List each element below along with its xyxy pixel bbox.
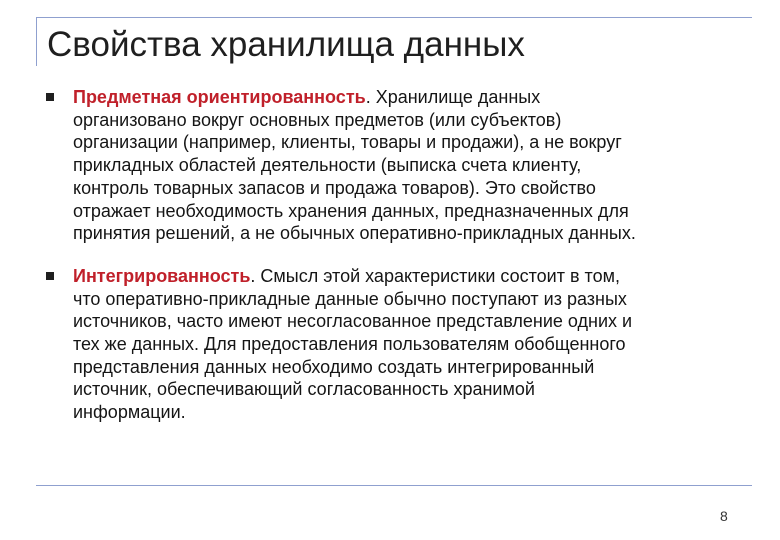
bullet-text: принятия решений, а не обычных оперативно-прикладных данных. — [73, 223, 636, 244]
term-label: Интегрированность — [73, 265, 251, 286]
bullet-first-line — [73, 265, 746, 288]
page-number: 8 — [720, 508, 728, 524]
bullet-text: . Смысл этой характеристики состоит в том, — [250, 265, 620, 286]
bullet-first-line — [73, 86, 746, 109]
bottom-rule — [36, 485, 752, 486]
bullet-text: источник, обеспечивающий согласованность хранимой — [73, 379, 535, 400]
bullet-text: прикладных областей деятельности (выписка счета клиенту, — [73, 155, 582, 176]
top-rule — [36, 17, 752, 18]
bullet-text: контроль товарных запасов и продажа товаров). Это свойство — [73, 177, 596, 198]
term-label: Предметная ориентированность — [73, 87, 366, 107]
square-bullet-icon — [46, 272, 54, 280]
slide-title: Свойства хранилища данных — [47, 25, 525, 64]
bullet-list — [46, 86, 746, 444]
bullet-text: источников, часто имеют несогласованное представление одних и — [73, 311, 633, 332]
bullet-text: отражает необходимость хранения данных, предназначенных для — [73, 200, 629, 221]
left-rule — [36, 17, 37, 66]
bullet-integration — [46, 265, 746, 424]
bullet-text: организации (например, клиенты, товары и продажи), а не вокруг — [73, 132, 622, 153]
bullet-text: . Хранилище данных — [365, 87, 541, 107]
bullet-text: что оперативно-прикладные данные обычно поступают из разных — [73, 288, 627, 309]
bullet-text: информации. — [73, 402, 186, 423]
square-bullet-icon — [46, 93, 54, 101]
bullet-text: представления данных необходимо создать интегрированный — [73, 356, 595, 377]
bullet-text: организовано вокруг основных предметов (или субъектов) — [73, 109, 562, 130]
bullet-text: тех же данных. Для предоставления пользователям обобщенного — [73, 334, 626, 355]
bullet-subject-orientation — [46, 86, 746, 245]
